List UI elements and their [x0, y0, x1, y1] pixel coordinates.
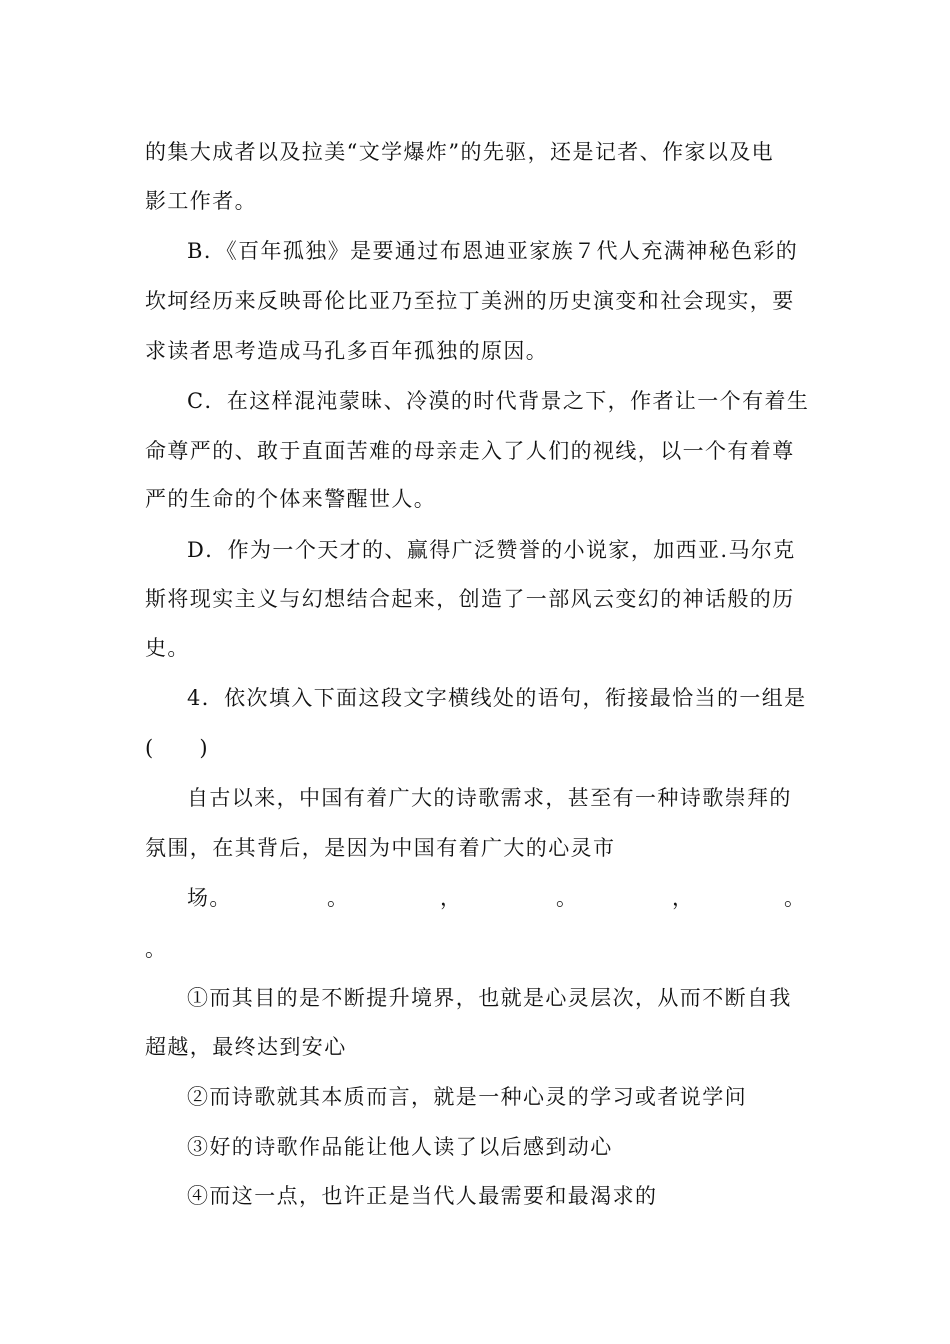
passage-line: 。	[145, 937, 168, 961]
text-line: 史。	[145, 636, 190, 660]
choice-3-line: ③好的诗歌作品能让他人读了以后感到动心	[187, 1135, 613, 1159]
blank-punctuation: 。	[327, 886, 348, 910]
passage-line: 氛围，在其背后，是因为中国有着广大的心灵市	[145, 836, 616, 860]
passage-line: 自古以来，中国有着广大的诗歌需求，甚至有一种诗歌崇拜的	[187, 786, 792, 810]
choice-1-line: ①而其目的是不断提升境界，也就是心灵层次，从而不断自我	[187, 986, 792, 1010]
choice-4-line: ④而这一点，也许正是当代人最需要和最渴求的	[187, 1184, 658, 1208]
option-c-line: C．在这样混沌蒙昧、冷漠的时代背景之下，作者让一个有着生	[187, 389, 810, 413]
text-line: 影工作者。	[145, 189, 257, 213]
text-line: 求读者思考造成马孔多百年孤独的原因。	[145, 339, 549, 363]
blank-punctuation: 。	[556, 886, 577, 910]
choice-2-line: ②而诗歌就其本质而言，就是一种心灵的学习或者说学问	[187, 1085, 747, 1109]
text-line: 的集大成者以及拉美“文学爆炸”的先驱，还是记者、作家以及电	[145, 140, 775, 164]
blank-punctuation: ，	[672, 886, 693, 910]
blank-punctuation: ，	[440, 886, 461, 910]
option-d-line: D．作为一个天才的、赢得广泛赞誉的小说家，加西亚.马尔克	[187, 538, 796, 562]
text-line: 斯将现实主义与幻想结合起来，创造了一部风云变幻的神话般的历	[145, 587, 795, 611]
choice-1-line: 超越，最终达到安心	[145, 1035, 347, 1059]
question-4-line: 4．依次填入下面这段文字横线处的语句，衔接最恰当的一组是	[187, 686, 807, 710]
answer-bracket: ( )	[145, 736, 209, 760]
text-line: 命尊严的、敢于直面苦难的母亲走入了人们的视线，以一个有着尊	[145, 439, 795, 463]
text-line: 坎坷经历来反映哥伦比亚乃至拉丁美洲的历史演变和社会现实，要	[145, 289, 795, 313]
passage-line: 场。	[187, 886, 232, 910]
blank-punctuation: 。	[784, 886, 805, 910]
option-b-line: B．《百年孤独》是要通过布恩迪亚家族７代人充满神秘色彩的	[187, 239, 799, 263]
text-line: 严的生命的个体来警醒世人。	[145, 487, 437, 511]
